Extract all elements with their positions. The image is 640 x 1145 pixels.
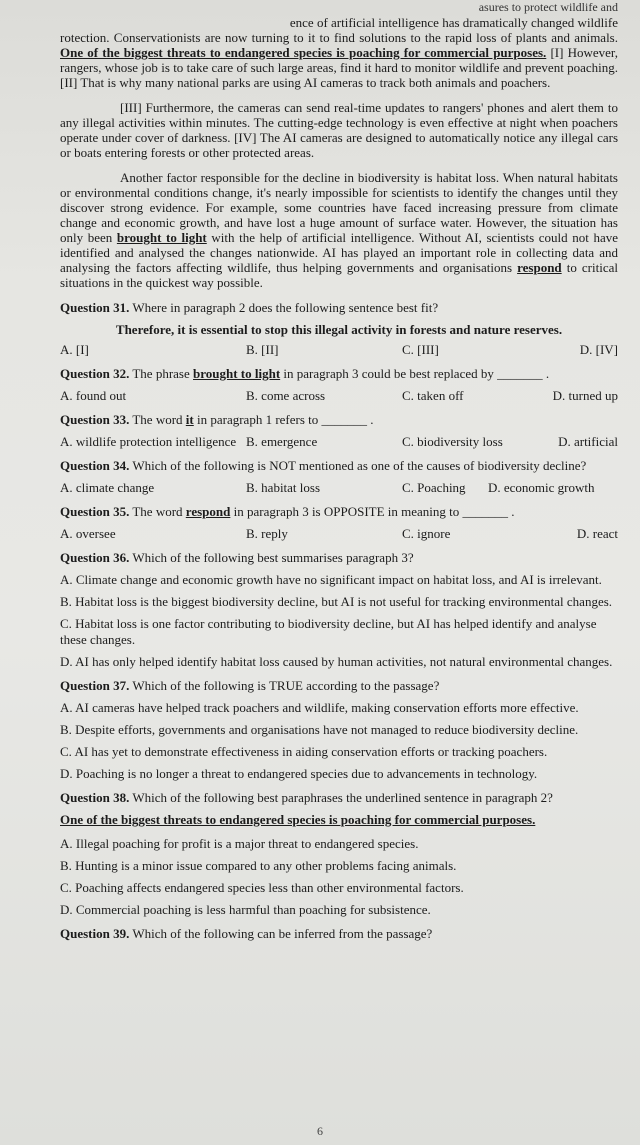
underlined-word: respond bbox=[517, 260, 562, 275]
option-c[interactable]: C. Habitat loss is one factor contributing to biodiversity decline, but AI has helped identify and analyse these changes. bbox=[60, 616, 597, 647]
option-b[interactable]: B. habitat loss bbox=[246, 480, 321, 495]
option-c[interactable]: C. [III] bbox=[402, 342, 439, 357]
cut-off-line-2: ence of artificial intelligence has dramatically changed wildlife bbox=[289, 15, 618, 30]
question-37: Question 37. Which of the following is TRUE according to the passage? bbox=[60, 678, 440, 693]
passage-paragraph-2: [III] Furthermore, the cameras can send real-time updates to rangers' phones and alert them to any illegal activities within minutes. The cutting-edge technology is even effective at night when poachers operate under cover of darkness. [IV] The AI cameras are designed to automatically notice any illegal cars or boats entering forests or other protected areas. bbox=[60, 100, 618, 160]
option-b[interactable]: B. come across bbox=[246, 388, 326, 403]
option-a[interactable]: A. AI cameras have helped track poachers and wildlife, making conservation efforts more effective. bbox=[60, 700, 579, 715]
question-34-options bbox=[60, 480, 618, 496]
question-36: Question 36. Which of the following best summarises paragraph 3? bbox=[60, 550, 414, 565]
option-c[interactable]: C. ignore bbox=[402, 526, 451, 541]
option-d[interactable]: D. economic growth bbox=[488, 480, 595, 495]
option-d[interactable]: D. AI has only helped identify habitat loss caused by human activities, not natural environmental changes. bbox=[60, 654, 613, 669]
question-33-options bbox=[60, 434, 618, 450]
option-b[interactable]: B. reply bbox=[246, 526, 288, 541]
option-b[interactable]: B. emergence bbox=[246, 434, 318, 449]
option-d[interactable]: D. Poaching is no longer a threat to endangered species due to advancements in technology. bbox=[60, 766, 538, 781]
option-a[interactable]: A. [I] bbox=[60, 342, 89, 357]
option-a[interactable]: A. found out bbox=[60, 388, 127, 403]
option-c[interactable]: C. Poaching affects endangered species less than other environmental factors. bbox=[60, 880, 464, 895]
option-d[interactable]: D. artificial bbox=[558, 434, 618, 449]
passage-text: with the help of artificial intelligence. Without AI, scientists could not have identified and analysed the changes nationwide. AI has played an important role in collecting data and analysing the factors affecting wildlife, thus helping governments and organisations bbox=[60, 230, 618, 275]
question-32-options bbox=[60, 388, 618, 404]
passage-paragraph-3 bbox=[60, 170, 618, 290]
question-39: Question 39. Which of the following can be inferred from the passage? bbox=[60, 926, 433, 941]
page-number: 6 bbox=[317, 1124, 323, 1138]
option-a[interactable]: A. wildlife protection intelligence bbox=[60, 434, 237, 449]
option-d[interactable]: D. react bbox=[576, 526, 618, 541]
passage-paragraph-1 bbox=[60, 0, 618, 90]
option-b[interactable]: B. Hunting is a minor issue compared to any other problems facing animals. bbox=[60, 858, 457, 873]
option-c[interactable]: C. biodiversity loss bbox=[402, 434, 503, 449]
question-38: Question 38. Which of the following best paraphrases the underlined sentence in paragraph 2? bbox=[60, 790, 553, 805]
option-a[interactable]: A. climate change bbox=[60, 480, 155, 495]
question-38-quote: One of the biggest threats to endangered species is poaching for commercial purposes. bbox=[60, 812, 536, 827]
cut-off-line: asures to protect wildlife and bbox=[478, 0, 618, 14]
option-b[interactable]: B. [II] bbox=[246, 342, 279, 357]
option-a[interactable]: A. Climate change and economic growth have no significant impact on habitat loss, and AI is irrelevant. bbox=[60, 572, 602, 587]
underlined-sentence: One of the biggest threats to endangered species is poaching for commercial purposes. bbox=[60, 45, 547, 60]
question-31-quote: Therefore, it is essential to stop this illegal activity in forests and nature reserves. bbox=[115, 322, 563, 337]
passage-text: [I] However, rangers, whose job is to take care of such large areas, find it hard to monitor wildlife and prevent poaching. [II] That is why many national parks are using AI cameras to track both animals and poachers. bbox=[60, 45, 618, 90]
question-33: Question 33. The word it in paragraph 1 refers to _______ . bbox=[60, 412, 374, 427]
option-c[interactable]: C. AI has yet to demonstrate effectiveness in aiding conservation efforts or tracking poachers. bbox=[60, 744, 548, 759]
option-d[interactable]: D. Commercial poaching is less harmful than poaching for subsistence. bbox=[60, 902, 431, 917]
option-c[interactable]: C. taken off bbox=[402, 388, 464, 403]
underlined-phrase: brought to light bbox=[116, 230, 207, 245]
option-c[interactable]: C. Poaching bbox=[402, 480, 466, 495]
option-b[interactable]: B. Habitat loss is the biggest biodiversity decline, but AI is not useful for tracking environmental changes. bbox=[60, 594, 613, 609]
option-d[interactable]: D. [IV] bbox=[579, 342, 618, 357]
question-31: Question 31. Where in paragraph 2 does the following sentence best fit? bbox=[60, 300, 439, 315]
option-a[interactable]: A. Illegal poaching for profit is a major threat to endangered species. bbox=[60, 836, 419, 851]
question-35-options bbox=[60, 526, 618, 542]
question-32: Question 32. The phrase brought to light in paragraph 3 could be best replaced by _______ . bbox=[60, 366, 550, 381]
question-31-options bbox=[60, 342, 618, 358]
passage-text: to critical situations in the quickest way possible. bbox=[60, 260, 618, 290]
question-34: Question 34. Which of the following is NOT mentioned as one of the causes of biodiversity decline? bbox=[60, 458, 587, 473]
option-d[interactable]: D. turned up bbox=[552, 388, 618, 403]
passage-text: rotection. Conservationists are now turning to it to find solutions to the rapid loss of plants and animals. bbox=[60, 30, 618, 45]
passage-text: Another factor responsible for the decline in biodiversity is habitat loss. When natural habitats or environmental conditions change, it's nearly impossible for scientists to identify the changes until they discover strong evidence. For example, some countries have faced increasing pressure from climate change and economic growth, and have lost a huge amount of surface water. However, the situation has only been bbox=[60, 170, 618, 245]
question-35: Question 35. The word respond in paragraph 3 is OPPOSITE in meaning to _______ . bbox=[60, 504, 515, 519]
option-b[interactable]: B. Despite efforts, governments and organisations have not managed to reduce biodiversity decline. bbox=[60, 722, 579, 737]
option-a[interactable]: A. oversee bbox=[60, 526, 116, 541]
